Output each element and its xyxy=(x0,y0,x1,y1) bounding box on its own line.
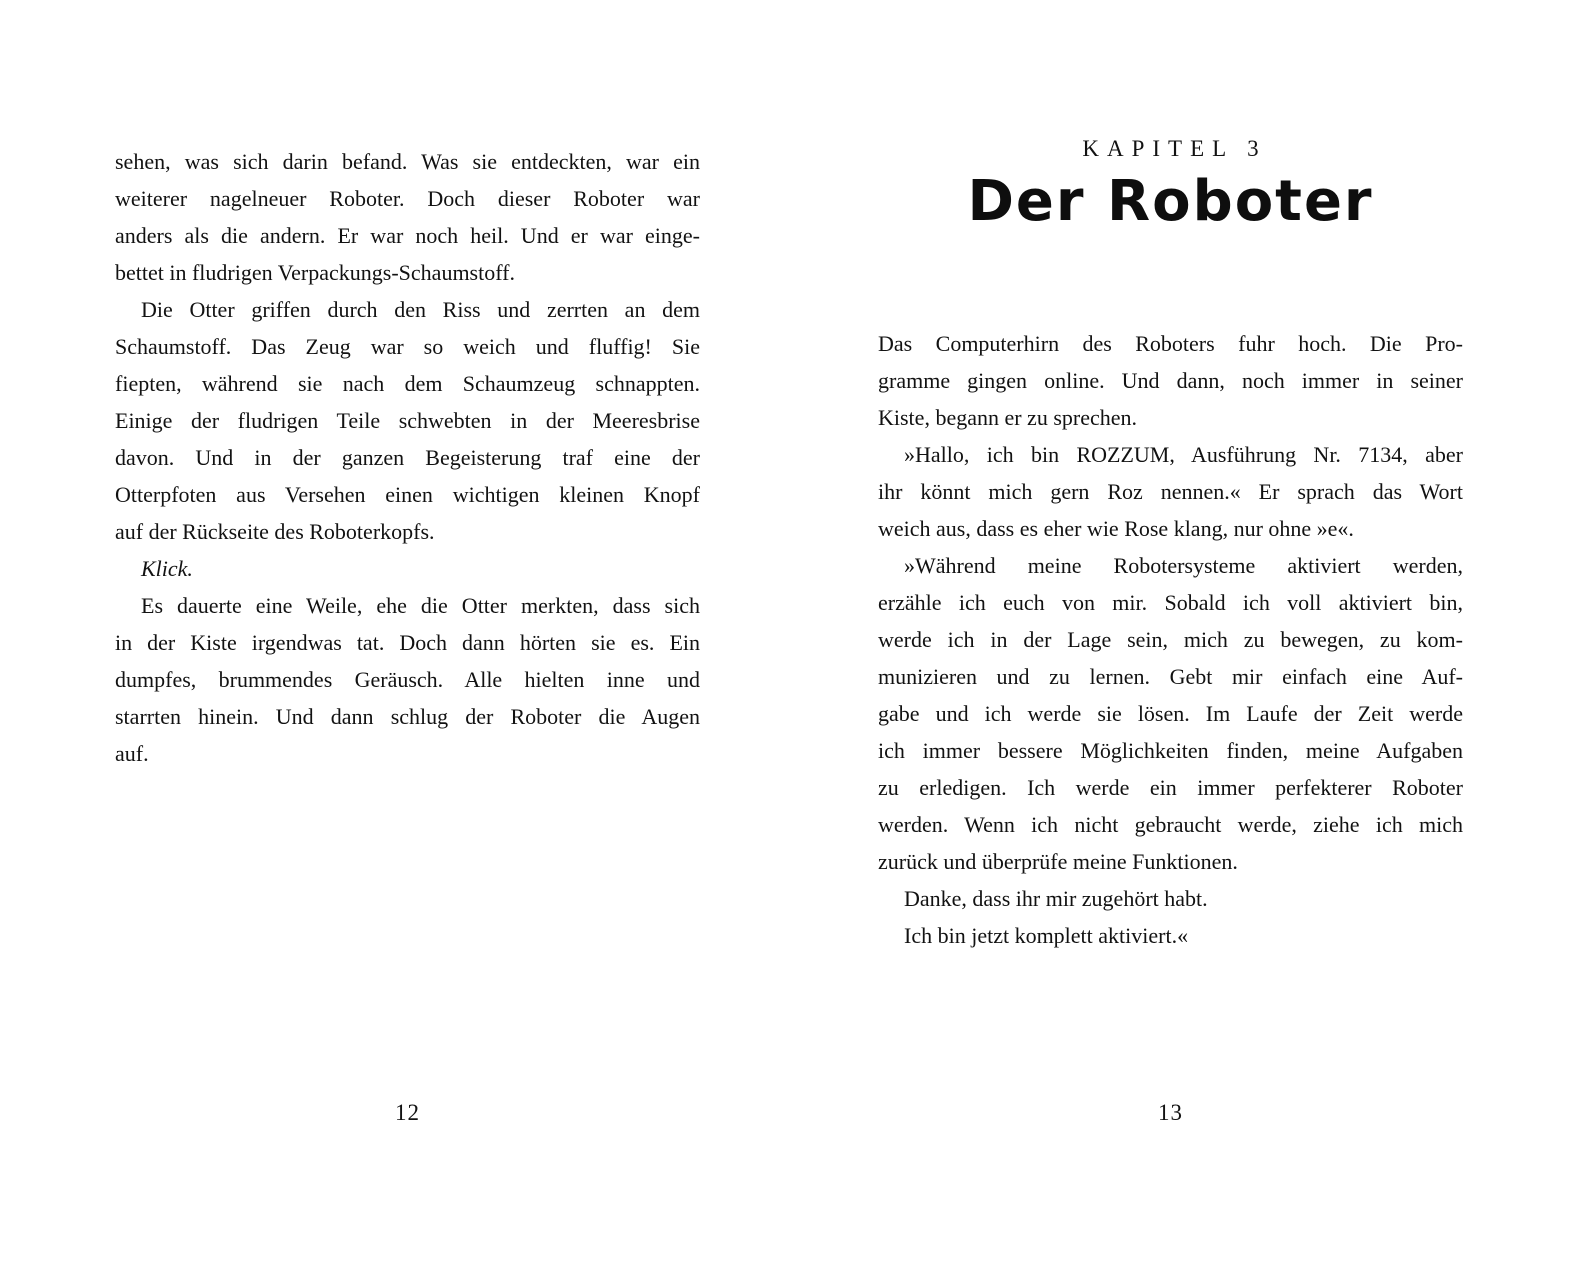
text-line: ihr könnt mich gern Roz nennen.« Er sprach das Wort xyxy=(878,479,1463,504)
text-line: gramme gingen online. Und dann, noch immer in seiner xyxy=(878,368,1463,393)
page-right-text-block xyxy=(878,325,1463,954)
text-line: ich immer bessere Möglichkeiten finden, meine Aufgaben xyxy=(878,738,1463,763)
text-line: Danke, dass ihr mir zugehört habt. xyxy=(904,886,1208,911)
text-line: anders als die andern. Er war noch heil. Und er war einge- xyxy=(115,223,700,248)
text-line: zurück und überprüfe meine Funktionen. xyxy=(878,849,1238,874)
text-line: sehen, was sich darin befand. Was sie entdeckten, war ein xyxy=(115,149,700,174)
text-line: erzähle ich euch von mir. Sobald ich voll aktiviert bin, xyxy=(878,590,1463,615)
text-line: Kiste, begann er zu sprechen. xyxy=(878,405,1138,430)
page-number-left: 12 xyxy=(395,1100,420,1125)
text-line: in der Kiste irgendwas tat. Doch dann hörten sie es. Ein xyxy=(115,630,700,655)
text-line: bettet in fludrigen Verpackungs-Schaumstoff. xyxy=(115,260,515,285)
text-line: munizieren und zu lernen. Gebt mir einfach eine Auf- xyxy=(878,664,1463,689)
text-line: Otterpfoten aus Versehen einen wichtigen kleinen Knopf xyxy=(115,482,700,507)
chapter-heading xyxy=(878,136,1463,234)
text-line: Die Otter griffen durch den Riss und zerrten an dem xyxy=(141,297,700,322)
text-line: »Hallo, ich bin ROZZUM, Ausführung Nr. 7134, aber xyxy=(904,442,1463,467)
text-line: weich aus, dass es eher wie Rose klang, nur ohne »e«. xyxy=(878,516,1354,541)
text-line: dumpfes, brummendes Geräusch. Alle hielten inne und xyxy=(115,667,700,692)
text-line: auf. xyxy=(115,741,149,766)
text-line: Ich bin jetzt komplett aktiviert.« xyxy=(904,923,1189,948)
text-line: Schaumstoff. Das Zeug war so weich und fluffig! Sie xyxy=(115,334,700,359)
page-number-right: 13 xyxy=(1158,1100,1183,1125)
text-line: Einige der fludrigen Teile schwebten in der Meeresbrise xyxy=(115,408,700,433)
text-line: fiepten, während sie nach dem Schaumzeug schnappten. xyxy=(115,371,700,396)
text-line: werde ich in der Lage sein, mich zu bewegen, zu kom- xyxy=(878,627,1463,652)
text-line: auf der Rückseite des Roboterkopfs. xyxy=(115,519,435,544)
page-left-text-block xyxy=(115,143,700,772)
text-line: werden. Wenn ich nicht gebraucht werde, ziehe ich mich xyxy=(878,812,1463,837)
chapter-title: Der Roboter xyxy=(967,169,1374,234)
text-line: davon. Und in der ganzen Begeisterung traf eine der xyxy=(115,445,700,470)
text-line: »Während meine Robotersysteme aktiviert werden, xyxy=(904,553,1463,578)
text-line: weiterer nagelneuer Roboter. Doch dieser Roboter war xyxy=(115,186,700,211)
text-line: Es dauerte eine Weile, ehe die Otter merkten, dass sich xyxy=(141,593,700,618)
text-line: Klick. xyxy=(141,556,193,581)
text-line: zu erledigen. Ich werde ein immer perfekterer Roboter xyxy=(878,775,1463,800)
text-line: starrten hinein. Und dann schlug der Roboter die Augen xyxy=(115,704,700,729)
text-line: gabe und ich werde sie lösen. Im Laufe der Zeit werde xyxy=(878,701,1463,726)
text-line: Das Computerhirn des Roboters fuhr hoch. Die Pro- xyxy=(878,331,1463,356)
chapter-kicker: KAPITEL 3 xyxy=(1082,136,1267,161)
